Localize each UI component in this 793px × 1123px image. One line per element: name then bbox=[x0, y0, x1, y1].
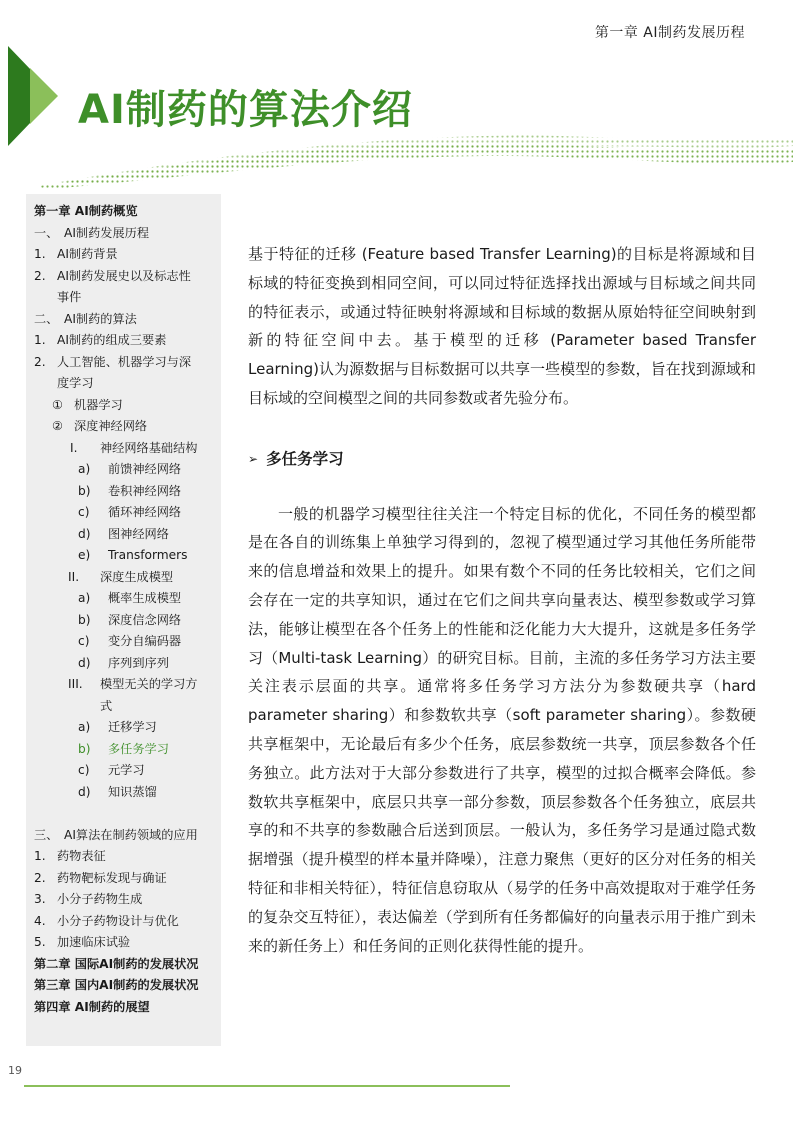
toc-item[interactable] bbox=[26, 954, 221, 976]
toc-item-label: AI制药背景 bbox=[57, 247, 118, 261]
toc-item-label: 式 bbox=[100, 698, 113, 713]
toc-item-label: AI制药发展历程 bbox=[64, 225, 150, 240]
toc-item-label: 概率生成模型 bbox=[108, 591, 182, 605]
toc-item[interactable] bbox=[26, 911, 221, 933]
toc-item-number: 2. bbox=[34, 870, 46, 885]
toc-item-label: 卷积神经网络 bbox=[108, 483, 182, 498]
toc-item-number: 3. bbox=[34, 892, 46, 906]
toc-item-number: 2. bbox=[34, 354, 46, 369]
paragraph-multitask-learning: 一般的机器学习模型往往关注一个特定目标的优化，不同任务的模型都是在各自的训练集上单独学习得到的，忽视了模型通过学习其他任务所能带来的信息增益和效果上的提升。如果有数个不同的任务比较相关，它们之间会存在一定的共享知识，通过在它们之间共享向量表达、模型参数或学习算法，能够让模型在各个任务上的性能和泛化能力大大提升，这就是多任务学习（Multi-task Learning）的研究目标。目前，主流的多任务学习方法主要关注表示层面的共享。通常将多任务学习方法分为参数硬共享（hard parameter sharing）和参数软共享（soft parameter sharing）。参数硬共享框架中，无论最后有多少个任务，底层参数统一共享，顶层参数各个任务独立。此方法对于大部分参数进行了共享，模型的过拟合概率会降低。参数软共享框架中，底层只共享一部分参数，顶层参数各个任务独立，底层共享的和不共享的参数融合后送到顶层。一般认为，多任务学习是通过隐式数据增强（提升模型的样本量并降噪），注意力聚焦（更好的区分对任务的相关特征和非相关特征），特征信息窃取从（易学的任务中高效提取对于难学任务的复杂交互特征），表达偏差（学到所有任务都偏好的向量表示用于推广到未来的新任务上）和任务间的正则化获得性能的提升。 bbox=[248, 504, 756, 955]
toc-item[interactable] bbox=[26, 932, 221, 954]
toc-item-label: 深度信念网络 bbox=[108, 612, 182, 627]
toc-item-number: 二、 bbox=[34, 311, 59, 326]
footer-divider bbox=[24, 1085, 510, 1087]
toc-item-number: a) bbox=[78, 720, 91, 734]
toc-item[interactable] bbox=[26, 889, 221, 911]
toc-item-label: 第二章 国际AI制药的发展状况 bbox=[34, 956, 199, 971]
toc-item-number: e) bbox=[78, 548, 91, 562]
toc-item-number: III. bbox=[68, 677, 83, 691]
table-of-contents bbox=[26, 194, 221, 1046]
toc-item-label: 药物靶标发现与确证 bbox=[57, 870, 167, 885]
toc-item-label bbox=[26, 803, 221, 825]
toc-item-number: c) bbox=[78, 634, 90, 648]
toc-item-label: 循环神经网络 bbox=[108, 505, 182, 519]
toc-item[interactable] bbox=[26, 309, 221, 331]
toc-item-number: b) bbox=[78, 741, 91, 756]
toc-item-number: 1. bbox=[34, 333, 46, 347]
toc-item-number: ① bbox=[52, 397, 63, 412]
toc-item-number: b) bbox=[78, 483, 91, 498]
toc-item[interactable] bbox=[26, 502, 221, 524]
toc-item-label: 元学习 bbox=[108, 763, 145, 777]
toc-item-label: AI制药的组成三要素 bbox=[57, 333, 167, 347]
toc-item[interactable] bbox=[26, 266, 221, 288]
toc-item-label: 加速临床试验 bbox=[57, 935, 131, 949]
toc-item-label: 小分子药物设计与优化 bbox=[57, 913, 179, 928]
toc-item-label: 人工智能、机器学习与深 bbox=[57, 354, 192, 369]
toc-item[interactable] bbox=[26, 739, 221, 761]
page-title: AI制药的算法介绍 bbox=[78, 87, 413, 133]
toc-item-label: 深度神经网络 bbox=[74, 419, 148, 433]
paragraph-transfer-learning: 基于特征的迁移 (Feature based Transfer Learning)的目标是将源域和目标域的特征变换到相同空间，可以同过特征选择找出源域与目标域之间共同的特征表示，或通过特征映射将源域和目标域的数据从原始特征空间映射到新的特征空间中去。基于模型的迁移 (Parameter based Transfer Learning)认为源数据与目标数据可以共享一些模型的参数，旨在找到源域和目标域的空间模型之间的共同参数或者先验分布。 bbox=[248, 245, 756, 407]
toc-item-label: 度学习 bbox=[57, 376, 94, 390]
toc-item-label: 知识蒸馏 bbox=[108, 784, 157, 799]
toc-item[interactable] bbox=[26, 653, 221, 675]
arrow-bullet-icon: ➢ bbox=[248, 451, 259, 466]
toc-item[interactable] bbox=[26, 373, 221, 395]
dotted-wave-decoration bbox=[0, 124, 793, 194]
toc-item[interactable] bbox=[26, 438, 221, 460]
toc-item-label: 事件 bbox=[57, 290, 82, 304]
toc-item-label: 机器学习 bbox=[74, 397, 123, 412]
title-banner bbox=[0, 44, 793, 194]
toc-item[interactable] bbox=[26, 760, 221, 782]
main-content bbox=[248, 240, 756, 960]
toc-item-number: 2. bbox=[34, 268, 46, 283]
toc-item-label: AI算法在制药领域的应用 bbox=[64, 827, 198, 842]
toc-item-number: c) bbox=[78, 505, 90, 519]
toc-item-number: II. bbox=[68, 569, 80, 584]
toc-item-label: 药物表征 bbox=[57, 849, 106, 863]
toc-item[interactable] bbox=[26, 631, 221, 653]
chapter-header: 第一章 AI制药发展历程 bbox=[594, 25, 745, 41]
toc-item-label: 迁移学习 bbox=[108, 720, 157, 734]
toc-item[interactable] bbox=[26, 352, 221, 374]
section-heading bbox=[248, 445, 756, 474]
toc-item[interactable] bbox=[26, 588, 221, 610]
toc-item-label: 序列到序列 bbox=[108, 655, 169, 670]
toc-item[interactable] bbox=[26, 244, 221, 266]
toc-item[interactable] bbox=[26, 524, 221, 546]
toc-item-label: AI制药的算法 bbox=[64, 311, 137, 326]
toc-item-number: d) bbox=[78, 784, 91, 799]
toc-item-number: a) bbox=[78, 462, 91, 476]
toc-item[interactable] bbox=[26, 330, 221, 352]
toc-item[interactable] bbox=[26, 459, 221, 481]
toc-item[interactable] bbox=[26, 416, 221, 438]
toc-item-label: 第三章 国内AI制药的发展状况 bbox=[34, 978, 199, 992]
toc-item-label: Transformers bbox=[108, 548, 188, 562]
toc-item-label: 模型无关的学习方 bbox=[100, 677, 198, 691]
toc-item[interactable] bbox=[26, 696, 221, 718]
section-title: 多任务学习 bbox=[266, 449, 344, 468]
toc-item-number: c) bbox=[78, 763, 90, 777]
toc-item-label: 神经网络基础结构 bbox=[100, 440, 198, 455]
toc-item-number: 1. bbox=[34, 247, 46, 261]
toc-item[interactable] bbox=[26, 545, 221, 567]
toc-item[interactable] bbox=[26, 997, 221, 1019]
toc-item-label: 图神经网络 bbox=[108, 526, 169, 541]
toc-item-number: a) bbox=[78, 591, 91, 605]
toc-item[interactable] bbox=[26, 223, 221, 245]
toc-item-number: 4. bbox=[34, 913, 46, 928]
toc-item-number: b) bbox=[78, 612, 91, 627]
toc-item-label: 第一章 AI制药概览 bbox=[34, 204, 138, 218]
toc-item-number: d) bbox=[78, 526, 91, 541]
toc-item[interactable] bbox=[26, 846, 221, 868]
toc-item-number: 5. bbox=[34, 935, 46, 949]
toc-item-number: I. bbox=[70, 440, 78, 455]
toc-item[interactable] bbox=[26, 674, 221, 696]
toc-item-label: 变分自编码器 bbox=[108, 634, 182, 648]
toc-item[interactable] bbox=[26, 567, 221, 589]
toc-item[interactable] bbox=[26, 975, 221, 997]
toc-item-label: 多任务学习 bbox=[108, 741, 169, 756]
toc-item-label: 深度生成模型 bbox=[100, 569, 174, 584]
toc-item[interactable] bbox=[26, 825, 221, 847]
toc-item[interactable] bbox=[26, 803, 221, 825]
page-number: 19 bbox=[8, 1064, 22, 1077]
toc-item[interactable] bbox=[26, 395, 221, 417]
toc-item-label: 前馈神经网络 bbox=[108, 462, 182, 476]
toc-item[interactable] bbox=[26, 201, 221, 223]
toc-item[interactable] bbox=[26, 717, 221, 739]
toc-item[interactable] bbox=[26, 287, 221, 309]
toc-item-label: 小分子药物生成 bbox=[57, 892, 143, 906]
toc-item[interactable] bbox=[26, 610, 221, 632]
toc-item[interactable] bbox=[26, 782, 221, 804]
toc-item-number: ② bbox=[52, 419, 63, 433]
toc-item-number: d) bbox=[78, 655, 91, 670]
toc-item[interactable] bbox=[26, 868, 221, 890]
toc-item-number: 三、 bbox=[34, 827, 59, 842]
toc-item-label: 第四章 AI制药的展望 bbox=[34, 999, 150, 1014]
toc-item[interactable] bbox=[26, 481, 221, 503]
toc-item-number: 一、 bbox=[34, 225, 59, 240]
toc-item-label: AI制药发展史以及标志性 bbox=[57, 268, 191, 283]
toc-item-number: 1. bbox=[34, 849, 46, 863]
